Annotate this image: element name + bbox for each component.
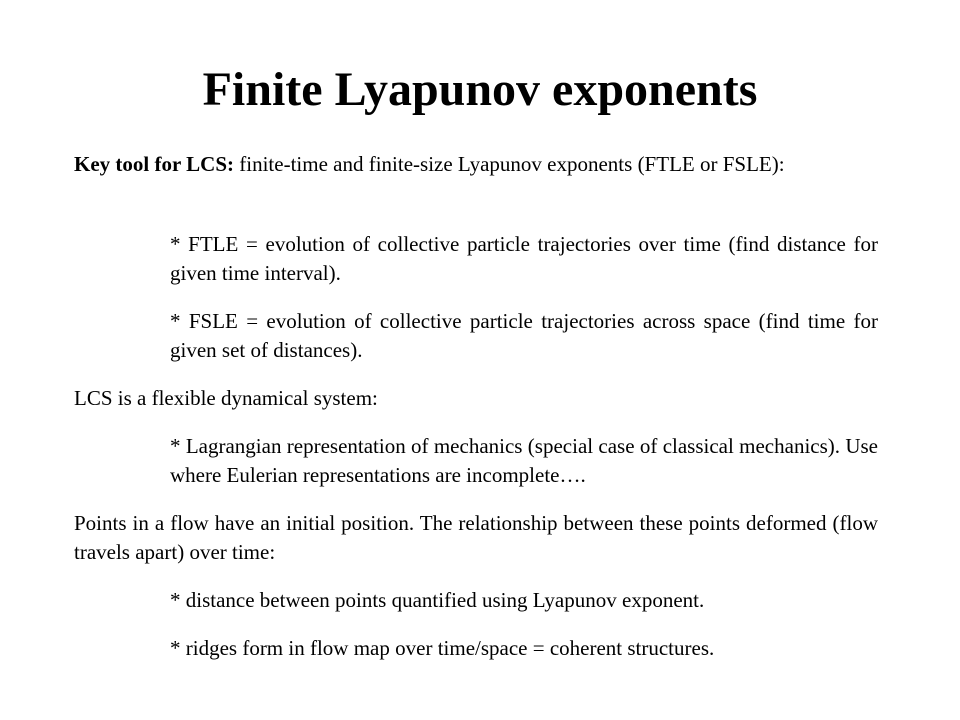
bullet-distance: * distance between points quantified using Lyapunov exponent. xyxy=(170,588,705,612)
bullet-lagrangian: * Lagrangian representation of mechanics (special case of classical mechanics). Use where Eulerian representations are incomplete…. xyxy=(170,434,878,487)
bullet-fsle: * FSLE = evolution of collective particle trajectories across space (find time for given set of distances). xyxy=(170,309,878,362)
slide-title: Finite Lyapunov exponents xyxy=(202,63,758,116)
points-statement: Points in a flow have an initial position. The relationship between these points deformed (flow travels apart) over time: xyxy=(74,511,878,564)
intro-lead: Key tool for LCS: xyxy=(74,152,235,176)
lcs-statement: LCS is a flexible dynamical system: xyxy=(74,386,378,410)
bullet-ridges: * ridges form in flow map over time/space = coherent structures. xyxy=(170,636,715,660)
intro-paragraph xyxy=(74,150,878,179)
intro-text: finite-time and finite-size Lyapunov exponents (FTLE or FSLE): xyxy=(234,152,785,176)
bullet-ftle: * FTLE = evolution of collective particle trajectories over time (find distance for given time interval). xyxy=(170,232,878,285)
